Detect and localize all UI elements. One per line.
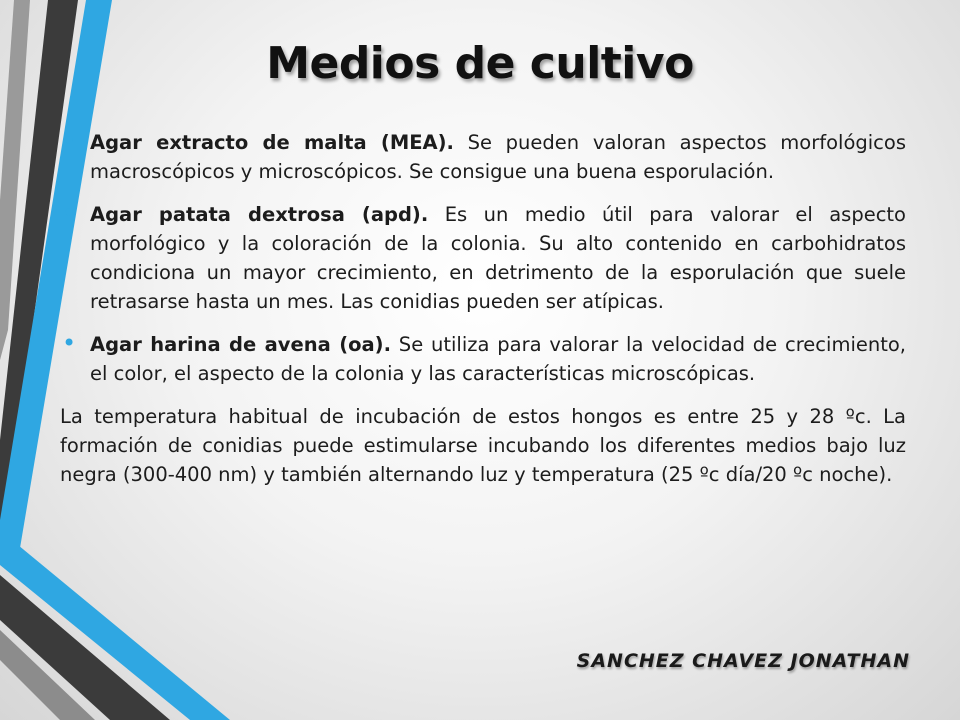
bullet-apd bbox=[60, 200, 906, 316]
slide-content bbox=[60, 128, 906, 489]
bullet-mea bbox=[60, 128, 906, 186]
bullet-term: Agar extracto de malta (MEA). bbox=[90, 131, 454, 154]
author-name: SANCHEZ CHAVEZ JONATHAN bbox=[576, 650, 910, 672]
bullet-term: Agar harina de avena (oa). bbox=[90, 333, 391, 356]
bullet-term: Agar patata dextrosa (apd). bbox=[90, 203, 429, 226]
bullet-text: Se utiliza para valorar la velocidad de crecimiento, el color, el aspecto de la colonia y las características microscópicas. bbox=[90, 333, 906, 385]
bullet-dot-icon: • bbox=[62, 329, 77, 357]
stripe-dark-bottom bbox=[0, 575, 170, 720]
bullet-dot-icon: • bbox=[62, 127, 77, 155]
bullet-dot-icon: • bbox=[62, 199, 77, 227]
slide-title: Medios de cultivo bbox=[266, 38, 694, 89]
bullet-text: Se pueden valoran aspectos morfológicos macroscópicos y microscópicos. Se consigue una buena esporulación. bbox=[90, 131, 906, 183]
incubation-paragraph: La temperatura habitual de incubación de estos hongos es entre 25 y 28 ºc. La formación de conidias puede estimularse incubando los diferentes medios bajo luz negra (300-400 nm) y también alternando luz y temperatura (25 ºc día/20 ºc noche). bbox=[60, 405, 906, 486]
bullet-oa bbox=[60, 330, 906, 388]
bullet-list bbox=[60, 128, 906, 388]
bullet-text: Es un medio útil para valorar el aspecto morfológico y la coloración de la colonia. Su alto contenido en carbohidratos condiciona un mayor crecimiento, en detrimento de la esporulación que suele retrasarse hasta un mes. Las conidias pueden ser atípicas. bbox=[90, 203, 906, 313]
